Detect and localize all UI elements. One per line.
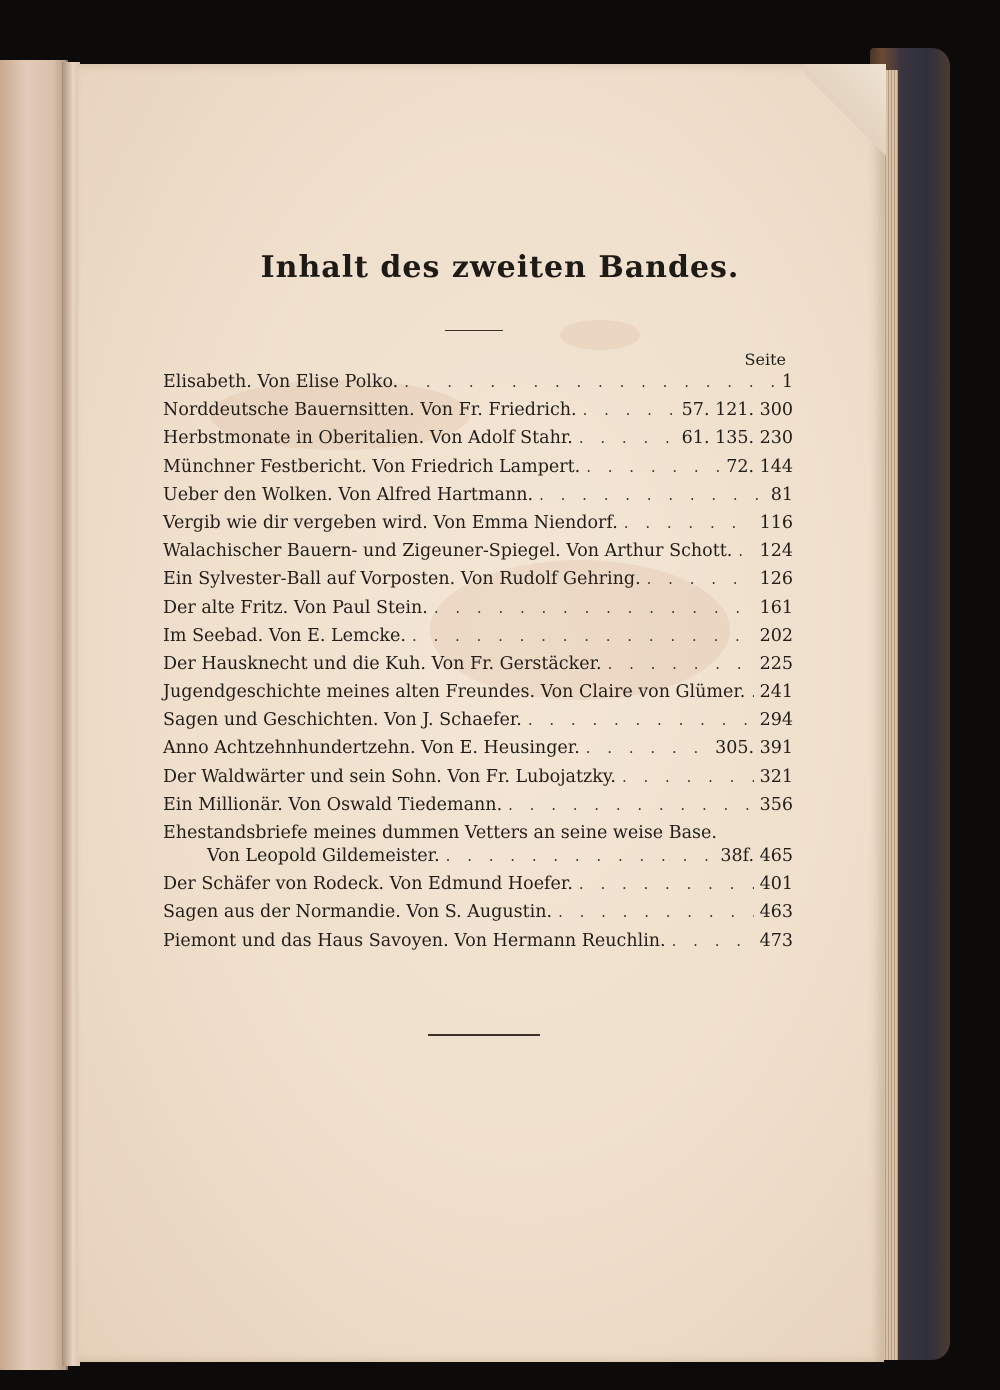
- toc-entry-pages: 57. 121. 300: [681, 400, 793, 421]
- toc-entry-title: Der Waldwärter und sein Sohn. Von Fr. Lubojatzky.: [163, 766, 616, 787]
- toc-entry-pages: 473: [759, 930, 793, 951]
- dot-leader: [579, 429, 676, 447]
- toc-entry: [163, 767, 793, 795]
- dot-leader: [528, 711, 754, 729]
- toc-entry-title: Der Schäfer von Rodeck. Von Edmund Hoefer.: [163, 874, 573, 895]
- toc-entry: [163, 846, 793, 874]
- toc-entry-pages: 161: [759, 597, 793, 618]
- toc-entry-pages: 463: [759, 902, 793, 923]
- toc-entry: [163, 931, 793, 959]
- dot-leader: [738, 542, 753, 560]
- toc-entry-title: Herbstmonate in Oberitalien. Von Adolf Stahr.: [163, 428, 573, 449]
- toc-entry-title: Münchner Festbericht. Von Friedrich Lampert.: [163, 456, 581, 477]
- toc-entry-title: Elisabeth. Von Elise Polko.: [163, 372, 399, 392]
- toc-entry: [163, 682, 793, 710]
- dot-leader: [558, 903, 754, 921]
- toc-entry: [163, 598, 793, 626]
- toc-entry-pages: 1: [781, 372, 793, 392]
- toc-entry-title: Sagen und Geschichten. Von J. Schaefer.: [163, 710, 522, 731]
- toc-entry-title: Norddeutsche Bauernsitten. Von Fr. Friedrich.: [163, 400, 577, 421]
- toc-entry-title: Der Hausknecht und die Kuh. Von Fr. Gerstäcker.: [163, 653, 602, 674]
- toc-entry: [163, 428, 793, 456]
- toc-entry: [163, 710, 793, 738]
- toc-entry-pages: 72. 144: [726, 456, 793, 477]
- page-title: Inhalt des zweiten Bandes.: [260, 250, 740, 285]
- dot-leader: [508, 796, 753, 814]
- toc-entry: [163, 654, 793, 682]
- toc-entry: [163, 738, 793, 766]
- toc-entry: [163, 372, 793, 400]
- toc-entry-title: Ein Millionär. Von Oswald Tiedemann.: [163, 794, 503, 815]
- toc-entry-title: Sagen aus der Normandie. Von S. Augustin.: [163, 902, 553, 923]
- toc-entry-pages: 81: [770, 484, 793, 505]
- dot-leader: [622, 768, 754, 786]
- toc-entry-pages: 225: [759, 653, 793, 674]
- toc-entry-pages: 241: [759, 682, 793, 703]
- toc-entry: [163, 541, 793, 569]
- dot-leader: [404, 373, 776, 391]
- toc-entry-title: Der alte Fritz. Von Paul Stein.: [163, 597, 428, 618]
- toc-entry-pages: 61. 135. 230: [681, 428, 793, 449]
- closing-rule: [428, 1034, 540, 1036]
- toc-entry-title: Jugendgeschichte meines alten Freundes. Von Claire von Glümer.: [163, 682, 746, 703]
- toc-entry: [163, 485, 793, 513]
- table-of-contents: [163, 372, 793, 959]
- dot-leader: [446, 847, 715, 865]
- toc-entry: [163, 874, 793, 902]
- toc-entry-title: Ueber den Wolken. Von Alfred Hartmann.: [163, 484, 534, 505]
- toc-entry: [163, 823, 793, 846]
- dot-leader: [624, 514, 754, 532]
- toc-entry-pages: 126: [759, 569, 793, 590]
- toc-entry-pages: 202: [759, 625, 793, 646]
- toc-entry: [163, 902, 793, 930]
- dot-leader: [586, 458, 720, 476]
- dot-leader: [579, 875, 754, 893]
- toc-entry-pages: 294: [759, 710, 793, 731]
- title-rule: [445, 330, 503, 331]
- toc-entry-title: Anno Achtzehnhundertzehn. Von E. Heusinger.: [163, 738, 580, 759]
- toc-entry: [163, 513, 793, 541]
- dot-leader: [539, 486, 765, 504]
- toc-entry-title: Ehestandsbriefe meines dummen Vetters an seine weise Base.: [163, 823, 717, 843]
- toc-entry-title: Von Leopold Gildemeister.: [207, 846, 440, 866]
- toc-entry-pages: 116: [759, 512, 793, 533]
- dot-leader: [434, 599, 754, 617]
- toc-entry-title: Piemont und das Haus Savoyen. Von Hermann Reuchlin.: [163, 930, 666, 951]
- toc-entry-pages: 321: [759, 766, 793, 787]
- dot-leader: [412, 627, 754, 645]
- toc-entry-pages: 305. 391: [715, 738, 793, 759]
- dot-leader: [647, 570, 754, 588]
- toc-entry-title: Vergib wie dir vergeben wird. Von Emma Niendorf.: [163, 512, 618, 533]
- dot-leader: [751, 683, 753, 701]
- toc-entry-pages: 356: [759, 794, 793, 815]
- toc-entry: [163, 626, 793, 654]
- dot-leader: [608, 655, 754, 673]
- toc-entry-pages: 38f. 465: [720, 846, 793, 866]
- page-column-label: Seite: [744, 350, 786, 369]
- toc-entry-title: Walachischer Bauern- und Zigeuner-Spiegel. Von Arthur Schott.: [163, 541, 733, 562]
- dot-leader: [586, 739, 709, 757]
- toc-entry-title: Ein Sylvester-Ball auf Vorposten. Von Rudolf Gehring.: [163, 569, 641, 590]
- toc-entry: [163, 400, 793, 428]
- toc-entry-pages: 124: [759, 541, 793, 562]
- toc-entry: [163, 795, 793, 823]
- dot-leader: [672, 932, 754, 950]
- toc-entry-title: Im Seebad. Von E. Lemcke.: [163, 625, 406, 646]
- paper-stain: [560, 320, 640, 350]
- toc-entry: [163, 569, 793, 597]
- toc-entry: [163, 457, 793, 485]
- toc-entry-pages: 401: [759, 874, 793, 895]
- dot-leader: [583, 401, 676, 419]
- folded-corner: [804, 64, 886, 164]
